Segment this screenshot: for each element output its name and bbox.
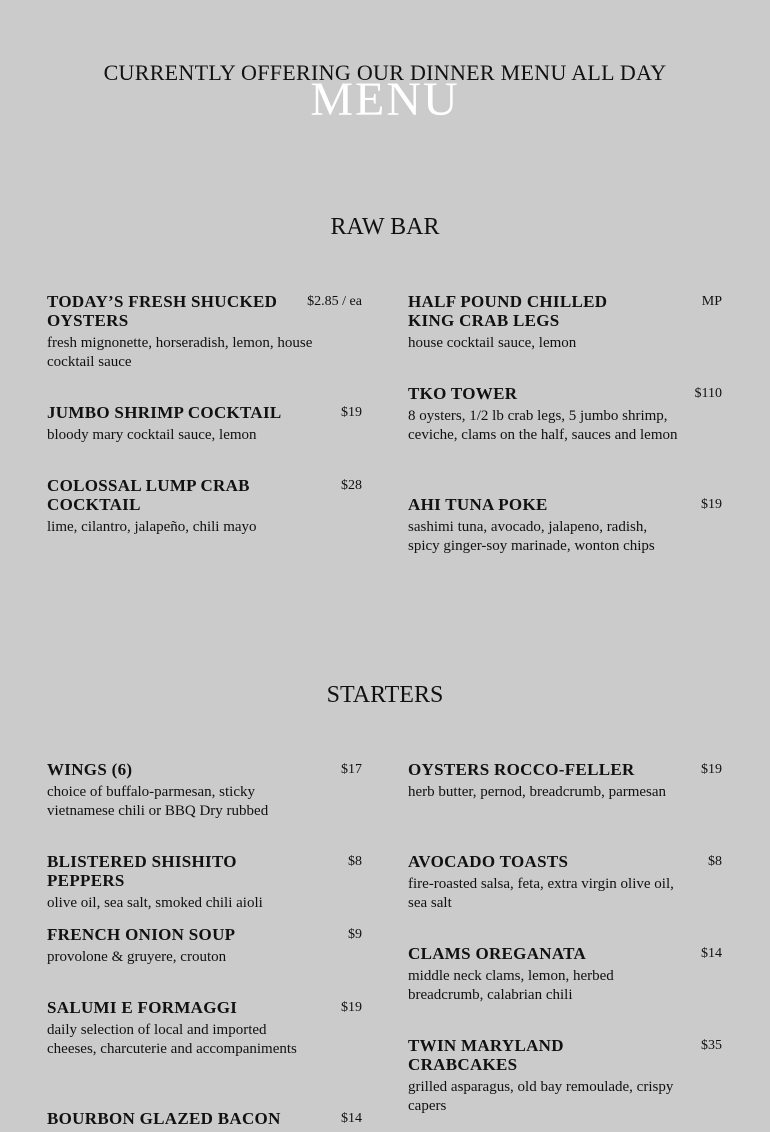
item-description: sashimi tuna, avocado, jalapeno, radish, spicy ginger-soy marinade, wonton chips — [408, 519, 655, 554]
item-price: $19 — [701, 762, 722, 777]
item-price: $35 — [701, 1038, 722, 1053]
item-description: bloody mary cocktail sauce, lemon — [47, 427, 257, 443]
menu-item — [408, 944, 722, 1005]
menu-item — [47, 925, 362, 967]
item-description: fresh mignonette, horseradish, lemon, house cocktail sauce — [47, 335, 313, 370]
menu-item — [47, 1109, 362, 1128]
item-name: TODAY’S FRESH SHUCKED OYSTERS — [47, 292, 278, 330]
item-description: fire-roasted salsa, feta, extra virgin olive oil, sea salt — [408, 876, 674, 911]
menu-item — [47, 292, 362, 372]
menu-item — [408, 760, 722, 802]
menu-item — [408, 852, 722, 913]
item-name: BOURBON GLAZED BACON — [47, 1109, 281, 1128]
item-price: $28 — [341, 478, 362, 493]
menu-item — [408, 384, 722, 445]
page-title: MENU — [310, 73, 460, 126]
item-description: 8 oysters, 1/2 lb crab legs, 5 jumbo shrimp, ceviche, clams on the half, sauces and lemon — [408, 408, 678, 443]
menu-item — [47, 852, 362, 913]
item-price: $19 — [341, 1000, 362, 1015]
item-description: provolone & gruyere, crouton — [47, 949, 227, 965]
menu-item — [47, 998, 362, 1059]
item-description: house cocktail sauce, lemon — [408, 335, 577, 351]
item-price: $14 — [341, 1111, 362, 1126]
banner-text: CURRENTLY OFFERING OUR DINNER MENU ALL DAY — [103, 60, 667, 85]
item-description: grilled asparagus, old bay remoulade, crispy capers — [408, 1079, 674, 1114]
item-description: daily selection of local and imported cheeses, charcuterie and accompaniments — [47, 1022, 297, 1057]
item-description: lime, cilantro, jalapeño, chili mayo — [47, 519, 257, 535]
item-price: $2.85 / ea — [307, 294, 362, 309]
item-name: AVOCADO TOASTS — [408, 852, 569, 871]
item-price: MP — [701, 294, 722, 309]
item-name: BLISTERED SHISHITO PEPPERS — [47, 852, 237, 890]
item-name: TKO TOWER — [408, 384, 518, 403]
item-price: $8 — [348, 854, 362, 869]
item-name: OYSTERS ROCCO-FELLER — [408, 760, 635, 779]
item-price: $17 — [341, 762, 362, 777]
section-title-starters: STARTERS — [326, 682, 444, 708]
item-description: olive oil, sea salt, smoked chili aioli — [47, 895, 263, 911]
menu-item — [408, 495, 722, 556]
item-name: COLOSSAL LUMP CRAB COCKTAIL — [47, 476, 250, 514]
item-name: HALF POUND CHILLED KING CRAB LEGS — [408, 292, 608, 330]
item-price: $19 — [341, 405, 362, 420]
item-name: CLAMS OREGANATA — [408, 944, 587, 963]
menu-item — [408, 292, 722, 353]
item-name: FRENCH ONION SOUP — [47, 925, 236, 944]
item-name: AHI TUNA POKE — [408, 495, 548, 514]
item-name: TWIN MARYLAND CRABCAKES — [408, 1036, 564, 1074]
item-price: $8 — [708, 854, 722, 869]
item-name: JUMBO SHRIMP COCKTAIL — [47, 403, 282, 422]
item-price: $19 — [701, 497, 722, 512]
item-description: herb butter, pernod, breadcrumb, parmesan — [408, 784, 667, 800]
menu-item — [408, 1036, 722, 1116]
section-title-raw-bar: RAW BAR — [330, 214, 440, 240]
item-price: $9 — [348, 927, 362, 942]
item-description: middle neck clams, lemon, herbed breadcrumb, calabrian chili — [408, 968, 614, 1003]
item-name: SALUMI E FORMAGGI — [47, 998, 238, 1017]
menu-item — [47, 476, 362, 537]
menu-item — [47, 760, 362, 821]
item-price: $110 — [694, 386, 722, 401]
menu-item — [47, 403, 362, 445]
item-price: $14 — [701, 946, 722, 961]
item-description: choice of buffalo-parmesan, sticky vietnamese chili or BBQ Dry rubbed — [47, 784, 269, 819]
item-name: WINGS (6) — [47, 760, 133, 779]
